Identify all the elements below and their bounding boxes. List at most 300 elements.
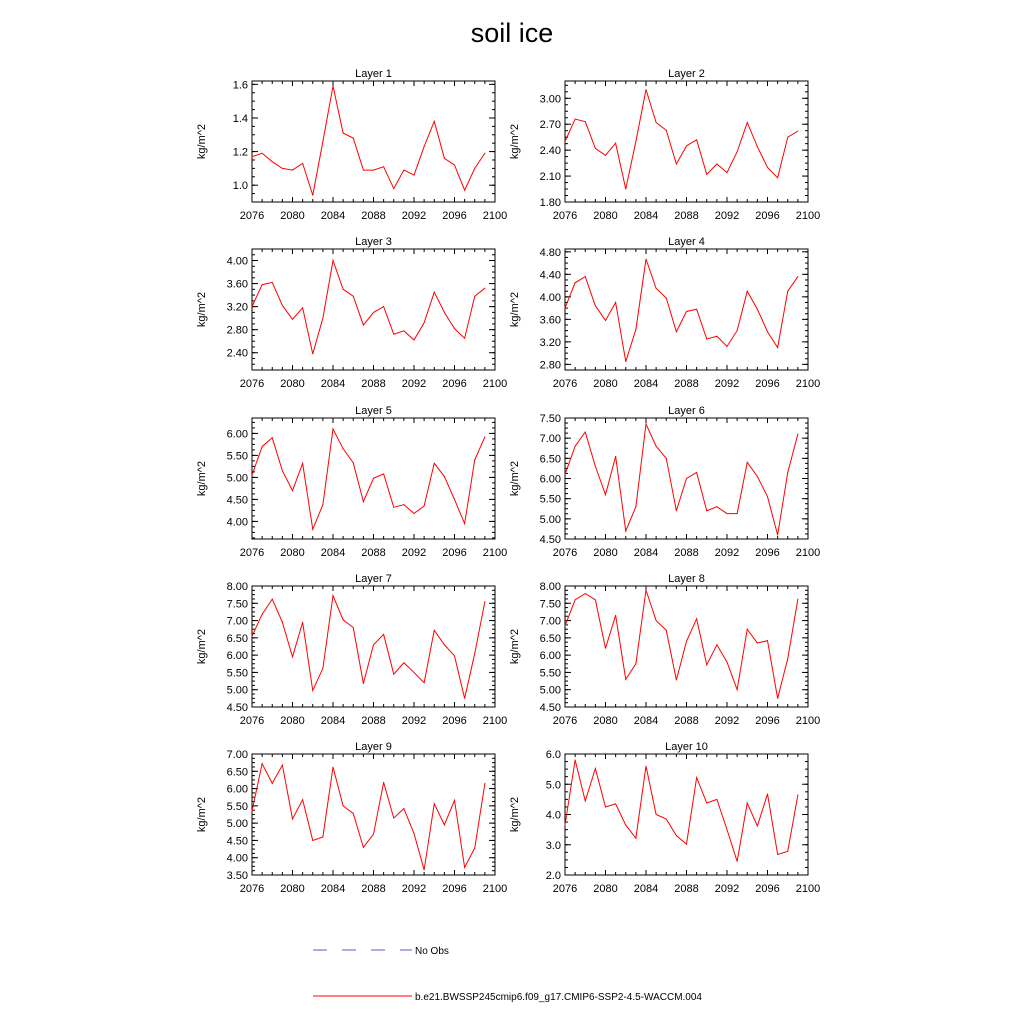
panel-title: Layer 7 (355, 573, 392, 585)
x-tick-label: 2088 (674, 378, 699, 390)
x-tick-label: 2100 (795, 378, 821, 390)
data-point (484, 436, 485, 437)
y-tick-label: 6.50 (226, 632, 248, 645)
data-point (625, 530, 626, 531)
data-point (414, 833, 415, 834)
data-point (444, 476, 445, 477)
data-point (484, 153, 485, 154)
data-point (302, 163, 303, 164)
data-point (615, 302, 616, 303)
data-point (605, 320, 606, 321)
data-point (706, 510, 707, 511)
x-tick-label: 2084 (320, 883, 346, 895)
panel-title: Layer 1 (355, 68, 392, 80)
plot-frame (565, 754, 808, 875)
data-point (605, 648, 606, 649)
x-tick-label: 2084 (633, 883, 659, 895)
y-tick-label: 6.50 (539, 632, 561, 645)
data-point (585, 800, 586, 801)
plot-frame (565, 81, 808, 202)
y-tick-label: 4.00 (226, 852, 248, 865)
y-axis-label: kg/m^2 (196, 628, 208, 665)
y-tick-label: 5.50 (539, 667, 561, 680)
data-point (393, 674, 394, 675)
data-point (282, 305, 283, 306)
data-point (696, 777, 697, 778)
data-point (333, 86, 334, 87)
y-tick-label: 5.50 (226, 800, 248, 813)
data-point (474, 848, 475, 849)
data-point (646, 590, 647, 591)
x-tick-label: 2084 (320, 378, 346, 390)
y-tick-label: 6.50 (539, 453, 561, 466)
data-point (464, 338, 465, 339)
data-point (414, 672, 415, 673)
data-point (595, 466, 596, 467)
data-point (716, 506, 717, 507)
x-tick-label: 2088 (674, 715, 699, 727)
data-point (282, 168, 283, 169)
y-tick-label: 5.00 (226, 818, 248, 831)
data-point (797, 131, 798, 132)
data-point (383, 166, 384, 167)
x-tick-label: 2096 (755, 547, 780, 559)
data-point (353, 138, 354, 139)
y-tick-label: 7.00 (226, 749, 248, 761)
data-point (585, 432, 586, 433)
y-tick-label: 4.80 (539, 246, 561, 259)
panels-group (196, 68, 820, 895)
data-point (464, 523, 465, 524)
y-tick-label: 6.50 (226, 766, 248, 779)
data-point (292, 319, 293, 320)
data-point (403, 808, 404, 809)
data-point (312, 195, 313, 196)
data-point (646, 766, 647, 767)
data-point (343, 289, 344, 290)
data-point (727, 513, 728, 514)
panel-title: Layer 9 (355, 741, 392, 753)
data-point (575, 760, 576, 761)
data-point (585, 276, 586, 277)
data-point (595, 599, 596, 600)
data-point (565, 625, 566, 626)
data-point (757, 825, 758, 826)
data-point (353, 813, 354, 814)
data-point (373, 644, 374, 645)
data-point (403, 330, 404, 331)
x-tick-label: 2080 (593, 547, 618, 559)
chart-panel-1 (196, 68, 507, 222)
y-tick-label: 2.80 (539, 359, 561, 372)
data-point (727, 346, 728, 347)
data-point (454, 499, 455, 500)
x-tick-label: 2080 (280, 715, 305, 727)
data-point (464, 190, 465, 191)
x-tick-label: 2088 (361, 883, 386, 895)
x-tick-label: 2076 (239, 378, 265, 390)
x-tick-label: 2076 (239, 210, 265, 222)
data-point (363, 170, 364, 171)
data-point (454, 800, 455, 801)
data-point (767, 167, 768, 168)
data-point (635, 141, 636, 142)
data-point (666, 819, 667, 820)
data-point (656, 288, 657, 289)
data-point (737, 861, 738, 862)
data-point (787, 291, 788, 292)
data-point (322, 836, 323, 837)
data-point (635, 838, 636, 839)
data-point (686, 145, 687, 146)
series-line (565, 424, 798, 535)
y-tick-label: 3.50 (226, 870, 248, 882)
y-tick-label: 1.2 (232, 146, 248, 159)
data-point (575, 282, 576, 283)
data-point (737, 151, 738, 152)
data-point (787, 851, 788, 852)
x-tick-label: 2096 (755, 883, 780, 895)
x-tick-label: 2076 (239, 883, 265, 895)
data-point (625, 825, 626, 826)
data-point (393, 817, 394, 818)
data-point (696, 472, 697, 473)
data-point (625, 679, 626, 680)
data-point (605, 806, 606, 807)
data-point (625, 361, 626, 362)
x-tick-label: 2092 (714, 378, 740, 390)
data-point (484, 783, 485, 784)
data-point (292, 656, 293, 657)
data-point (646, 259, 647, 260)
data-point (262, 614, 263, 615)
chart-panel-4 (509, 236, 820, 390)
data-point (434, 803, 435, 804)
data-point (373, 312, 374, 313)
data-point (767, 496, 768, 497)
data-point (292, 170, 293, 171)
data-point (262, 153, 263, 154)
data-point (272, 161, 273, 162)
y-tick-label: 4.0 (545, 809, 561, 822)
data-point (484, 288, 485, 289)
data-point (353, 296, 354, 297)
y-tick-label: 3.0 (545, 839, 561, 852)
data-point (322, 668, 323, 669)
x-tick-label: 2096 (755, 378, 780, 390)
x-tick-label: 2096 (755, 715, 780, 727)
data-point (706, 803, 707, 804)
data-point (797, 434, 798, 435)
data-point (656, 446, 657, 447)
data-point (343, 619, 344, 620)
data-point (424, 322, 425, 323)
data-point (312, 529, 313, 530)
x-tick-label: 2076 (552, 378, 578, 390)
data-point (666, 630, 667, 631)
y-tick-label: 7.50 (226, 598, 248, 611)
chart-panel-5 (196, 405, 507, 559)
data-point (302, 622, 303, 623)
y-tick-label: 4.00 (226, 516, 248, 529)
data-point (474, 459, 475, 460)
series-line (252, 261, 485, 354)
plot-frame (565, 586, 808, 707)
data-point (434, 630, 435, 631)
data-point (474, 168, 475, 169)
series-line (252, 596, 485, 699)
data-point (282, 622, 283, 623)
x-tick-label: 2092 (401, 883, 427, 895)
data-point (373, 170, 374, 171)
data-point (767, 793, 768, 794)
y-tick-label: 3.60 (226, 278, 248, 291)
data-point (676, 331, 677, 332)
data-point (262, 284, 263, 285)
y-tick-label: 4.50 (226, 494, 248, 507)
data-point (373, 478, 374, 479)
data-point (585, 593, 586, 594)
y-tick-label: 6.00 (226, 428, 248, 441)
data-point (787, 658, 788, 659)
y-tick-label: 4.50 (226, 835, 248, 848)
panel-title: Layer 2 (668, 68, 705, 80)
y-tick-label: 5.0 (545, 779, 561, 792)
x-tick-label: 2080 (593, 883, 618, 895)
x-tick-label: 2088 (361, 378, 386, 390)
y-tick-label: 8.00 (226, 581, 248, 593)
y-tick-label: 2.0 (545, 870, 561, 882)
data-point (676, 163, 677, 164)
y-tick-label: 6.00 (539, 650, 561, 663)
plot-frame (565, 249, 808, 370)
data-point (565, 474, 566, 475)
data-point (716, 644, 717, 645)
data-point (747, 629, 748, 630)
data-point (474, 653, 475, 654)
data-point (706, 339, 707, 340)
data-point (787, 472, 788, 473)
data-point (716, 336, 717, 337)
series-line (565, 90, 798, 189)
data-point (312, 353, 313, 354)
y-tick-label: 7.00 (539, 615, 561, 628)
y-tick-label: 5.50 (226, 450, 248, 463)
y-tick-label: 3.20 (226, 301, 248, 314)
data-point (797, 794, 798, 795)
data-point (727, 829, 728, 830)
data-point (686, 844, 687, 845)
x-tick-label: 2088 (674, 547, 699, 559)
data-point (635, 329, 636, 330)
data-point (757, 476, 758, 477)
y-tick-label: 5.50 (226, 667, 248, 680)
data-point (646, 89, 647, 90)
data-point (424, 869, 425, 870)
x-tick-label: 2092 (714, 883, 740, 895)
data-point (252, 156, 253, 157)
series-line (252, 86, 485, 195)
data-point (383, 782, 384, 783)
y-tick-label: 3.00 (539, 93, 561, 106)
data-point (595, 768, 596, 769)
y-tick-label: 2.40 (539, 145, 561, 158)
x-tick-label: 2076 (552, 210, 578, 222)
x-tick-label: 2096 (442, 547, 467, 559)
data-point (575, 119, 576, 120)
data-point (272, 783, 273, 784)
x-tick-label: 2100 (482, 715, 508, 727)
x-tick-label: 2096 (755, 210, 780, 222)
x-tick-label: 2100 (795, 715, 821, 727)
data-point (666, 297, 667, 298)
x-tick-label: 2088 (361, 715, 386, 727)
data-point (363, 847, 364, 848)
x-tick-label: 2076 (239, 715, 265, 727)
y-tick-label: 8.00 (539, 581, 561, 593)
y-tick-label: 2.40 (226, 347, 248, 360)
x-tick-label: 2088 (361, 547, 386, 559)
data-point (615, 615, 616, 616)
x-tick-label: 2100 (482, 547, 508, 559)
data-point (635, 506, 636, 507)
y-tick-label: 6.00 (539, 473, 561, 486)
data-point (686, 311, 687, 312)
data-point (565, 141, 566, 142)
data-point (333, 595, 334, 596)
data-point (292, 818, 293, 819)
x-tick-label: 2100 (795, 883, 821, 895)
data-point (737, 330, 738, 331)
data-point (706, 174, 707, 175)
data-point (454, 165, 455, 166)
panel-title: Layer 3 (355, 236, 392, 248)
y-tick-label: 4.50 (539, 534, 561, 546)
chart-panel-10 (509, 741, 820, 895)
x-tick-label: 2092 (714, 715, 740, 727)
data-point (363, 325, 364, 326)
data-point (686, 641, 687, 642)
data-point (252, 475, 253, 476)
data-point (757, 146, 758, 147)
data-point (625, 189, 626, 190)
x-tick-label: 2088 (361, 210, 386, 222)
x-tick-label: 2084 (633, 210, 659, 222)
data-point (716, 799, 717, 800)
data-point (747, 122, 748, 123)
x-tick-label: 2096 (442, 210, 467, 222)
data-point (767, 331, 768, 332)
data-point (777, 534, 778, 535)
y-tick-label: 4.50 (539, 702, 561, 714)
data-point (403, 662, 404, 663)
data-point (343, 448, 344, 449)
y-tick-label: 5.00 (539, 684, 561, 697)
data-point (322, 504, 323, 505)
y-tick-label: 2.80 (226, 324, 248, 337)
x-tick-label: 2076 (239, 547, 265, 559)
y-tick-label: 1.0 (232, 180, 248, 193)
data-point (787, 137, 788, 138)
data-point (656, 620, 657, 621)
panel-title: Layer 5 (355, 405, 392, 417)
data-point (696, 309, 697, 310)
y-axis-label: kg/m^2 (509, 123, 521, 160)
panel-title: Layer 10 (665, 741, 708, 753)
data-point (747, 803, 748, 804)
y-tick-label: 4.00 (226, 255, 248, 268)
plot-frame (252, 249, 495, 370)
data-point (373, 834, 374, 835)
x-tick-label: 2076 (552, 547, 578, 559)
y-tick-label: 7.50 (539, 598, 561, 611)
data-point (444, 158, 445, 159)
data-point (605, 494, 606, 495)
data-point (363, 683, 364, 684)
data-point (454, 655, 455, 656)
data-point (383, 473, 384, 474)
data-point (676, 680, 677, 681)
data-point (383, 306, 384, 307)
data-point (706, 664, 707, 665)
data-point (595, 305, 596, 306)
x-tick-label: 2100 (482, 210, 508, 222)
data-point (262, 763, 263, 764)
data-point (434, 292, 435, 293)
y-tick-label: 5.00 (226, 684, 248, 697)
plot-frame (252, 81, 495, 202)
data-point (424, 506, 425, 507)
data-point (403, 170, 404, 171)
data-point (393, 507, 394, 508)
chart-panel-6 (509, 405, 820, 559)
data-point (424, 146, 425, 147)
data-point (353, 627, 354, 628)
data-point (444, 312, 445, 313)
legend (313, 946, 702, 1003)
data-point (686, 478, 687, 479)
y-tick-label: 4.50 (226, 702, 248, 714)
series-line (565, 259, 798, 361)
data-point (767, 640, 768, 641)
data-point (747, 291, 748, 292)
data-point (797, 276, 798, 277)
x-tick-label: 2080 (280, 378, 305, 390)
data-point (737, 513, 738, 514)
panel-title: Layer 4 (668, 236, 705, 248)
data-point (424, 682, 425, 683)
data-point (585, 121, 586, 122)
data-point (343, 805, 344, 806)
data-point (282, 765, 283, 766)
data-point (322, 141, 323, 142)
y-tick-label: 2.10 (539, 171, 561, 184)
y-tick-label: 7.50 (539, 413, 561, 425)
data-point (696, 139, 697, 140)
data-point (302, 307, 303, 308)
x-tick-label: 2080 (280, 210, 305, 222)
series-line (565, 760, 798, 861)
data-point (414, 513, 415, 514)
x-tick-label: 2084 (320, 210, 346, 222)
y-tick-label: 4.00 (539, 291, 561, 304)
data-point (414, 340, 415, 341)
data-point (575, 446, 576, 447)
data-point (737, 689, 738, 690)
data-point (292, 490, 293, 491)
data-point (464, 867, 465, 868)
x-tick-label: 2096 (442, 378, 467, 390)
